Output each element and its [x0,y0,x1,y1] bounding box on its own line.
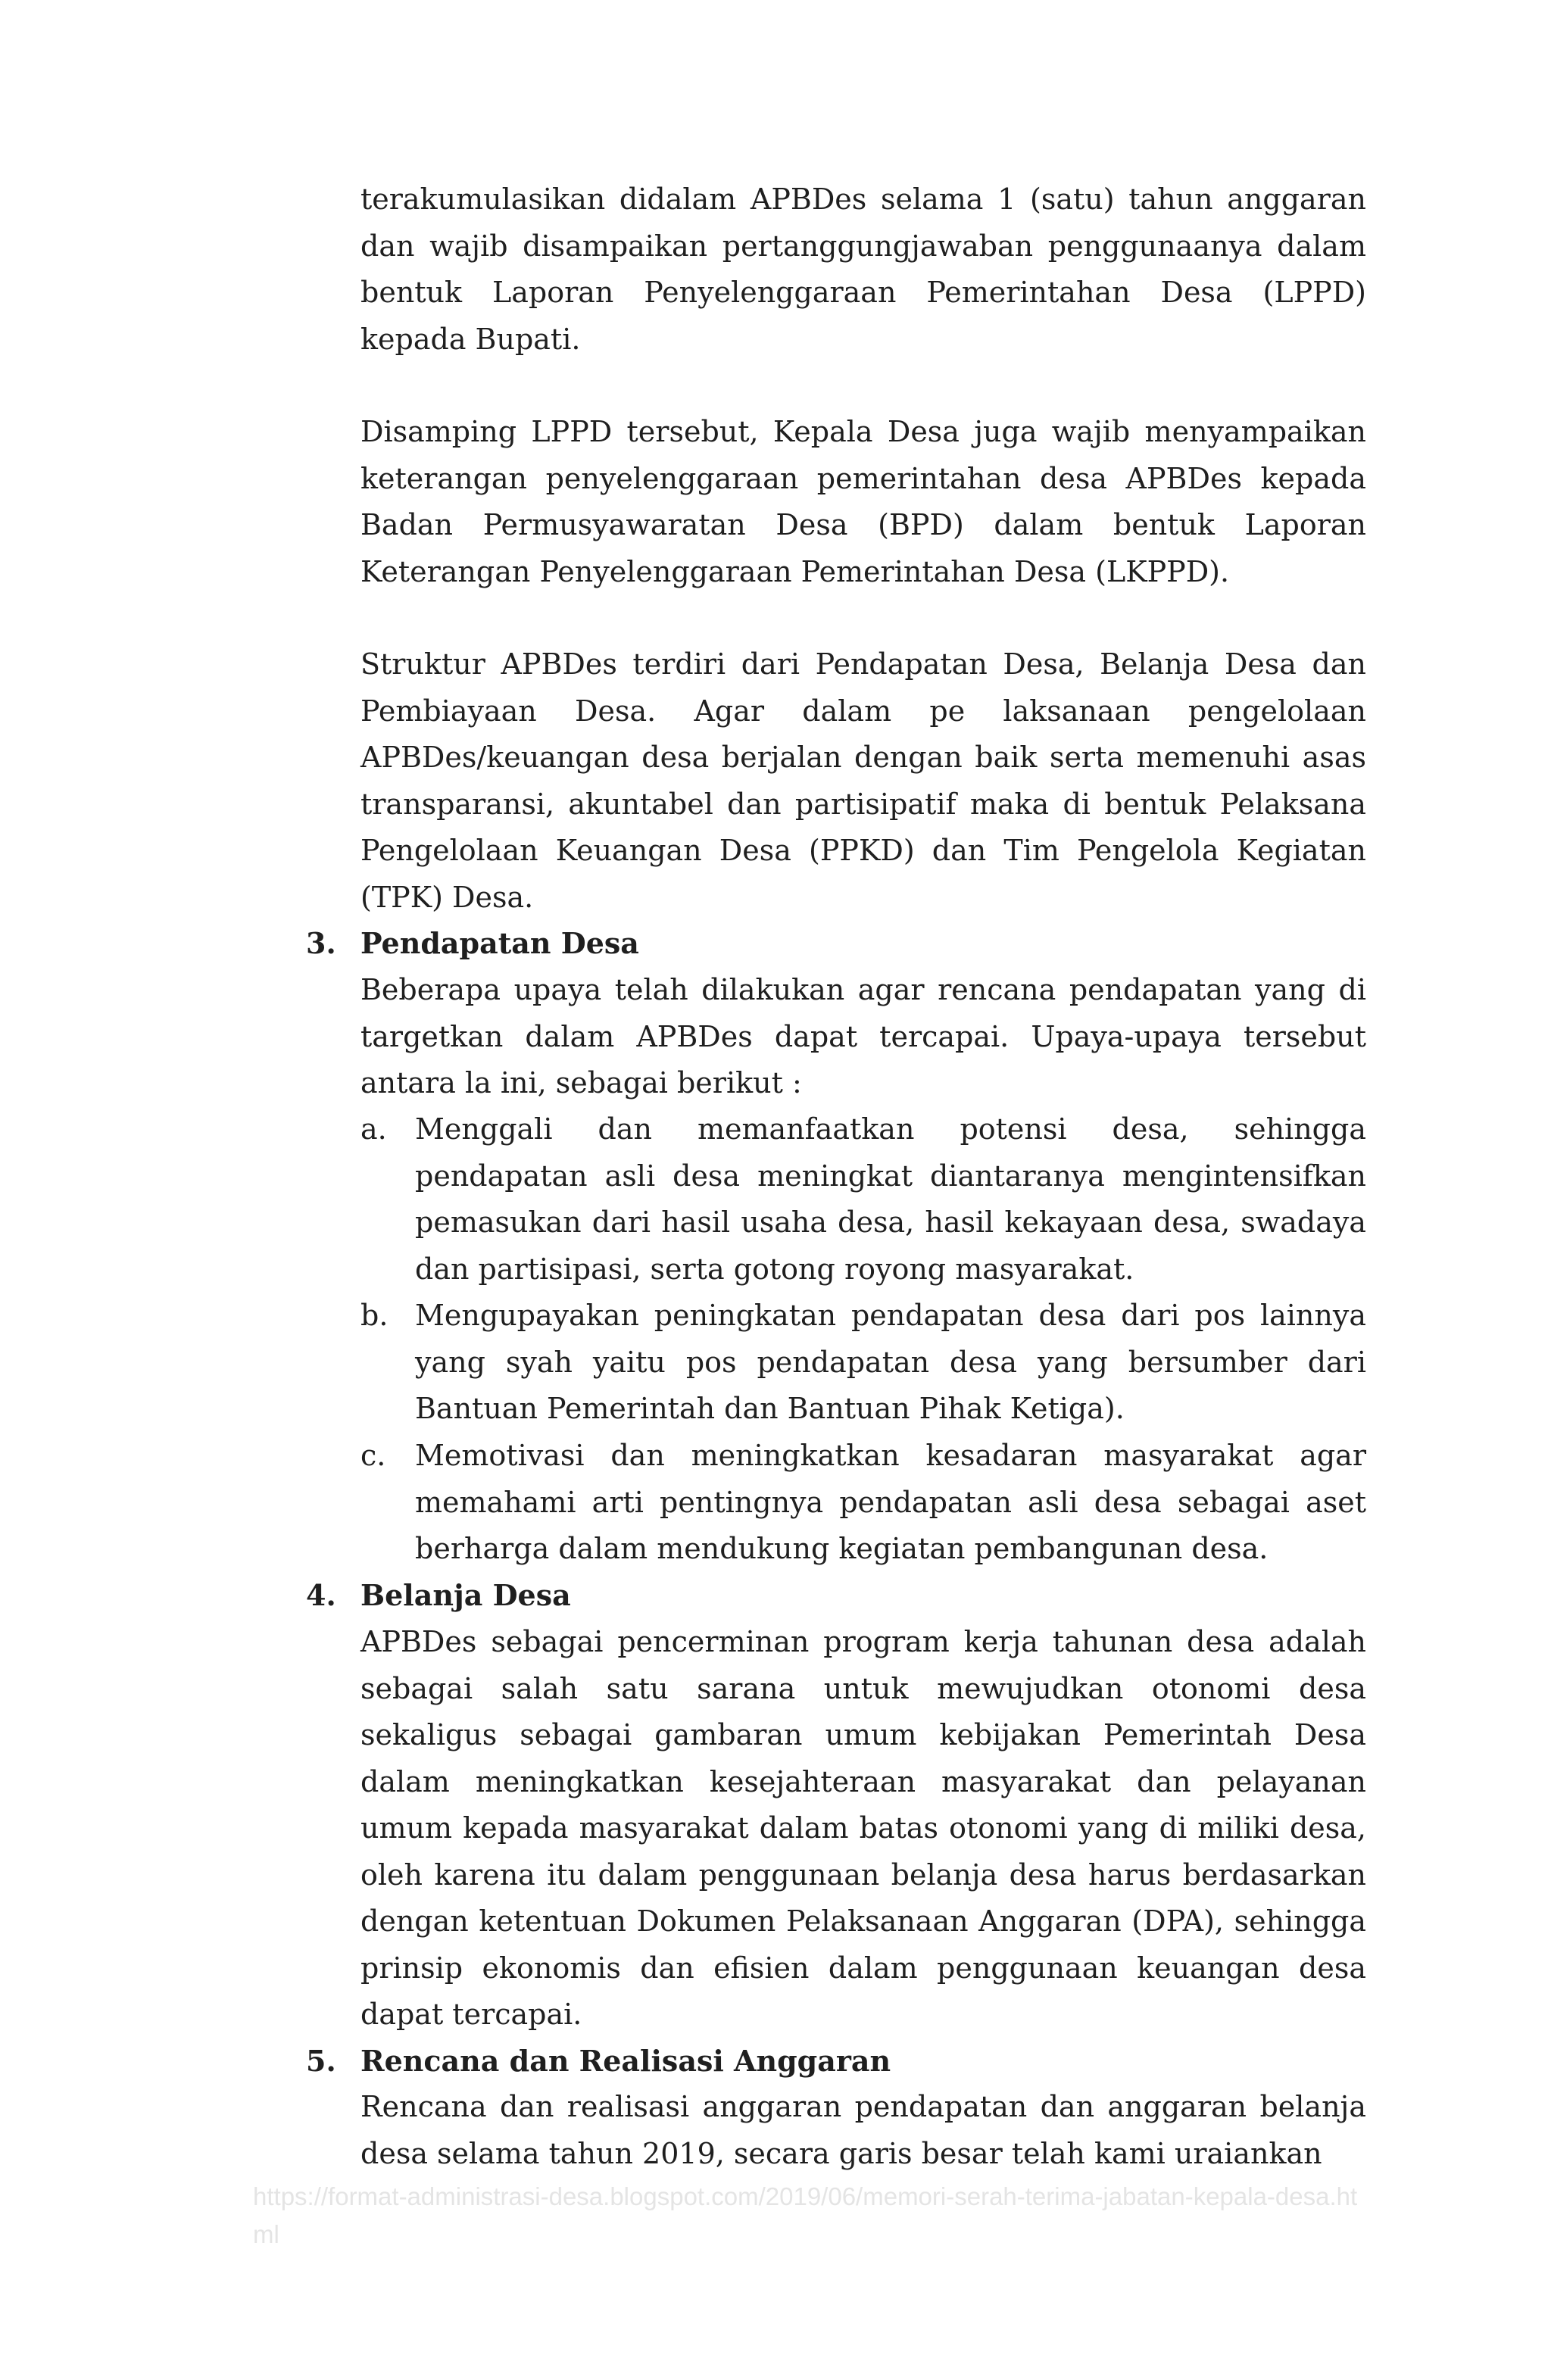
list-item-b-text: Mengupayakan peningkatan pendapatan desa dari pos lainnya yang syah yaitu pos pendapatan desa yang bersumber dari Bantuan Pemerintah dan Bantuan Pihak Ketiga). [415,1299,1366,1425]
paragraph-lppd: terakumulasikan didalam APBDes selama 1 (satu) tahun anggaran dan wajib disampaikan pertanggungjawaban penggunaanya dalam bentuk Laporan Penyelenggaraan Pemerintahan Desa (LPPD) kepada Bupati. [360,182,1366,356]
paragraph-lkppd: Disamping LPPD tersebut, Kepala Desa juga wajib menyampaikan keterangan penyelenggaraan pemerintahan desa APBDes kepada Badan Permusyawaratan Desa (BPD) dalam bentuk Laporan Keterangan Penyelenggaraan Pemerintahan Desa (LKPPD). [360,415,1366,588]
paragraph-struktur-apbdes: Struktur APBDes terdiri dari Pendapatan Desa, Belanja Desa dan Pembiayaan Desa. Agar dalam pe laksanaan pengelolaan APBDes/keuangan desa berjalan dengan baik serta memenuhi asas transparansi, akuntabel dan partisipatif maka di bentuk Pelaksana Pengelolaan Keuangan Desa (PPKD) dan Tim Pengelola Kegiatan (TPK) Desa. [360,647,1366,914]
list-item-a-letter: a. [360,1112,387,1146]
list-item-a-text: Menggali dan memanfaatkan potensi desa, sehingga pendapatan asli desa meningkat diantaranya mengintensifkan pemasukan dari hasil usaha desa, hasil kekayaan desa, swadaya dan partisipasi, serta gotong royong masyarakat. [415,1112,1366,1286]
section-4-number: 4. [306,1578,336,1612]
list-item-b-letter: b. [360,1299,389,1332]
section-4-heading: Belanja Desa [360,1578,571,1612]
section-5-body: Rencana dan realisasi anggaran pendapatan dan anggaran belanja desa selama tahun 2019, secara garis besar telah kami uraiankan [360,2090,1366,2170]
section-3-number: 3. [306,926,336,960]
section-5-number: 5. [306,2044,336,2078]
list-item-c-text: Memotivasi dan meningkatkan kesadaran masyarakat agar memahami arti pentingnya pendapatan asli desa sebagai aset berharga dalam mendukung kegiatan pembangunan desa. [415,1439,1366,1565]
section-3-heading: Pendapatan Desa [360,926,639,960]
section-5-heading: Rencana dan Realisasi Anggaran [360,2044,891,2078]
source-url-watermark: https://format-administrasi-desa.blogspot.com/2019/06/memori-serah-terima-jabatan-kepala-desa.html [253,2182,1358,2248]
list-item-c-letter: c. [360,1439,386,1472]
section-4-body: APBDes sebagai pencerminan program kerja tahunan desa adalah sebagai salah satu sarana untuk mewujudkan otonomi desa sekaligus sebagai gambaran umum kebijakan Pemerintah Desa dalam meningkatkan kesejahteraan masyarakat dan pelayanan umum kepada masyarakat dalam batas otonomi yang di miliki desa, oleh karena itu dalam penggunaan belanja desa harus berdasarkan dengan ketentuan Dokumen Pelaksanaan Anggaran (DPA), sehingga prinsip ekonomis dan efisien dalam penggunaan keuangan desa dapat tercapai. [360,1625,1366,2031]
section-3-body: Beberapa upaya telah dilakukan agar rencana pendapatan yang di targetkan dalam APBDes dapat tercapai. Upaya-upaya tersebut antara la ini, sebagai berikut : [360,973,1366,1100]
